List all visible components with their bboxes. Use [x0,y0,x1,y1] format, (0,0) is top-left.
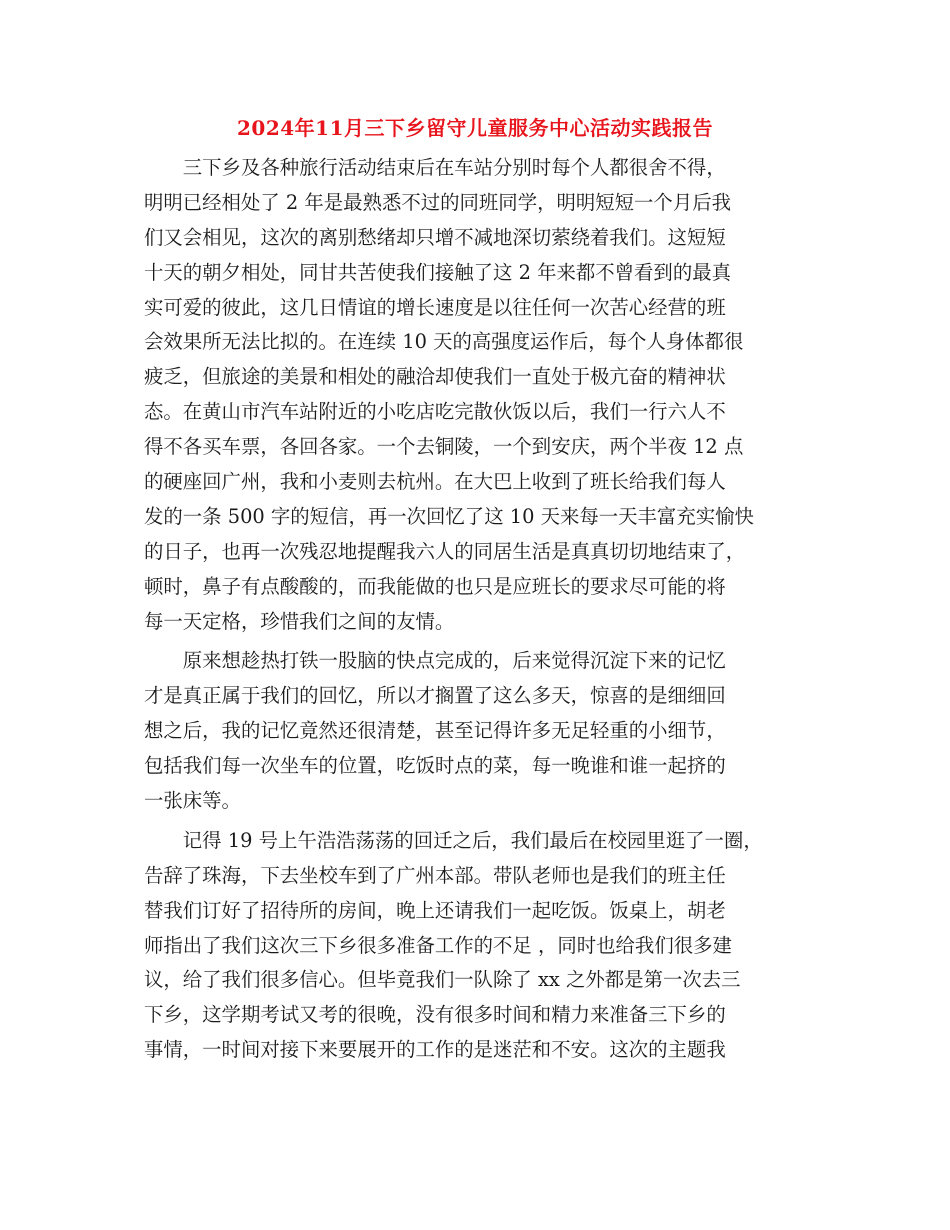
text-line: 明明已经相处了 2 年是最熟悉不过的同班同学，明明短短一个月后我 [144,190,731,214]
text-line: 们又会相见，这次的离别愁绪却只增不减地深切萦绕着我们。这短短 [144,225,726,249]
text-line: 的硬座回广州，我和小麦则去杭州。在大巴上收到了班长给我们每人 [144,470,726,494]
text-line: 才是真正属于我们的回忆，所以才搁置了这么多天，惊喜的是细细回 [144,684,726,708]
text-line: 实可爱的彼此，这几日情谊的增长速度是以往任何一次苦心经营的班 [144,295,726,319]
text-line: 告辞了珠海，下去坐校车到了广州本部。带队老师也是我们的班主任 [144,863,726,887]
text-line: 每一天定格，珍惜我们之间的友情。 [144,609,455,633]
document-title: 2024年11月三下乡留守儿童服务中心活动实践报告 [237,116,713,140]
text-line: 想之后，我的记忆竟然还很清楚，甚至记得许多无足轻重的小细节， [144,719,726,743]
text-line: 十天的朝夕相处，同甘共苦使我们接触了这 2 年来都不曾看到的最真 [144,260,731,284]
text-line: 得不各买车票，各回各家。一个去铜陵，一个到安庆，两个半夜 12 点 [144,435,744,459]
text-line: 三下乡及各种旅行活动结束后在车站分别时每个人都很舍不得， [144,156,726,179]
text-line: 态。在黄山市汽车站附近的小吃店吃完散伙饭以后，我们一行六人不 [144,400,726,424]
text-line: 替我们订好了招待所的房间，晚上还请我们一起吃饭。饭桌上，胡老 [144,898,726,922]
paragraph-3 [144,824,804,1068]
text-line: 事情，一时间对接下来要展开的工作的是迷茫和不安。这次的主题我 [144,1038,726,1062]
text-line: 议，给了我们很多信心。但毕竟我们一队除了 xx 之外都是第一次去三 [144,968,741,992]
text-line: 原来想趁热打铁一股脑的快点完成的，后来觉得沉淀下来的记忆 [144,649,726,673]
paragraph-2 [144,644,804,818]
text-line: 会效果所无法比拟的。在连续 10 天的高强度运作后，每个人身体都很 [144,330,744,354]
text-line: 疲乏，但旅途的美景和相处的融洽却使我们一直处于极亢奋的精神状 [144,365,726,389]
text-line: 发的一条 500 字的短信，再一次回忆了这 10 天来每一天丰富充实愉快 [144,504,754,528]
text-line: 下乡，这学期考试又考的很晚，没有很多时间和精力来准备三下乡的 [144,1003,726,1027]
text-line: 师指出了我们这次三下乡很多准备工作的不足 ，同时也给我们很多建 [144,933,732,957]
text-line: 记得 19 号上午浩浩荡荡的回迁之后，我们最后在校园里逛了一圈， [144,828,763,852]
text-line: 包括我们每一次坐车的位置，吃饭时点的菜，每一晚谁和谁一起挤的 [144,754,726,778]
text-line: 一张床等。 [144,789,241,813]
text-line: 顿时，鼻子有点酸酸的，而我能做的也只是应班长的要求尽可能的将 [144,574,726,598]
paragraph-1 [144,151,804,639]
document-body [144,151,804,1068]
text-line: 的日子，也再一次残忍地提醒我六人的同居生活是真真切切地结束了， [144,539,746,563]
